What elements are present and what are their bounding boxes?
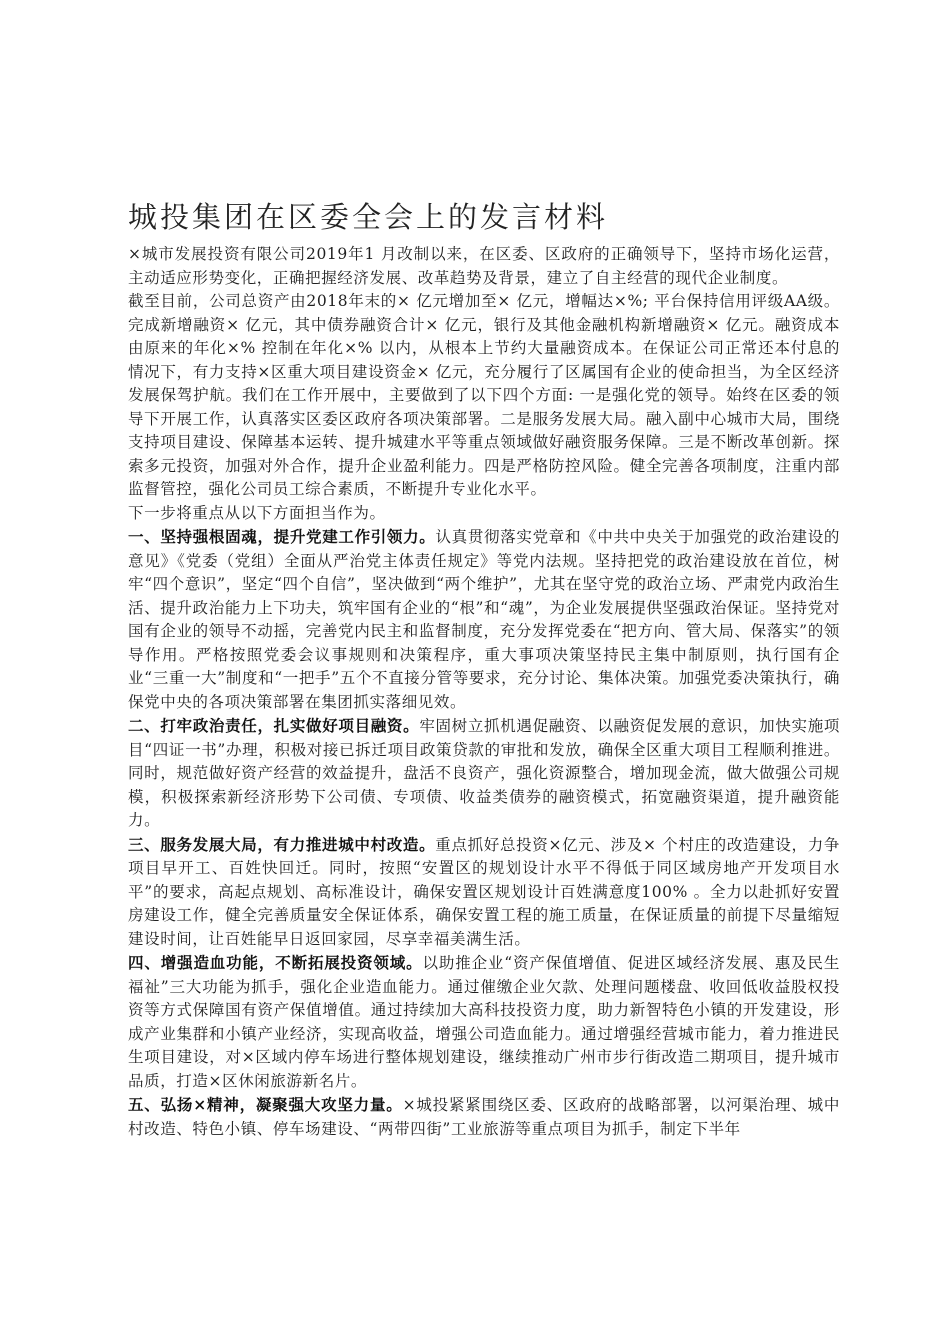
section-heading: 三、服务发展大局，有力推进城中村改造。 xyxy=(128,834,436,854)
paragraph-section-5 xyxy=(128,1093,840,1141)
paragraph-text: 重点抓好总投资×亿元、涉及× 个村庄的改造建设，力争项目早开工、百姓快回迁。同时，按照“安置区的规划设计水平不得低于同区域房地产开发项目水平”的要求，高起点规划、高标准设计，确保安置区规划设计百姓满意度100% 。全力以赴抓好安置房建设工作，健全完善质量安全保证体系，确保安置工程的施工质量，在保证质量的前提下尽量缩短建设时间，让百姓能早日返回家园，尽享幸福美满生活。 xyxy=(128,835,840,948)
paragraph-next-steps xyxy=(128,502,840,526)
section-heading: 一、坚持强根固魂，提升党建工作引领力。 xyxy=(128,527,436,546)
paragraph-text: 下一步将重点从以下方面担当作为。 xyxy=(128,503,386,522)
paragraph-text: ×城投紧紧围绕区委、区政府的战略部署，以河渠治理、城中村改造、特色小镇、停车场建设、“两带四街”工业旅游等重点项目为抓手，制定下半年 xyxy=(128,1096,840,1138)
paragraph-section-2 xyxy=(128,714,840,833)
paragraph-section-4 xyxy=(128,951,840,1093)
section-heading: 四、增强造血功能，不断拓展投资领域。 xyxy=(128,953,423,972)
paragraph-text: 以助推企业“资产保值增值、促进区域经济发展、惠及民生福祉”三大功能为抓手，强化企业造血能力。通过催缴企业欠款、处理问题楼盘、收回低收益股权投资等方式保障国有资产保值增值。通过持续加大高科技投资力度，助力新智特色小镇的开发建设，形成产业集群和小镇产业经济，实现高收益，增强公司造血能力。通过增强经营城市能力，着力推进民生项目建设，对×区域内停车场进行整体规划建设，继续推动广州市步行街改造二期项目，提升城市品质，打造×区休闲旅游新名片。 xyxy=(128,954,840,1090)
document-page xyxy=(128,195,840,1141)
paragraph-text: ×城市发展投资有限公司2019年1 月改制以来，在区委、区政府的正确领导下，坚持市场化运营，主动适应形势变化，正确把握经济发展、改革趋势及背景，建立了自主经营的现代企业制度。 xyxy=(128,245,840,287)
section-heading: 五、弘扬×精神，凝聚强大攻坚力量。 xyxy=(128,1095,403,1114)
paragraph-section-3 xyxy=(128,833,840,952)
paragraph-section-1 xyxy=(128,525,840,714)
paragraph-text: 截至目前，公司总资产由2018年末的× 亿元增加至× 亿元，增幅达×%; 平台保持信用评级AA级。完成新增融资× 亿元，其中债券融资合计× 亿元，银行及其他金融机构新增融资× 亿元。融资成本由原来的年化×% 控制在年化×% 以内，从根本上节约大量融资成本。在保证公司正常还本付息的情况下，有力支持×区重大项目建设资金× 亿元，充分履行了区属国有企业的使命担当，为全区经济发展保驾护航。我们在工作开展中，主要做到了以下四个方面: 一是强化党的领导。始终在区委的领导下开展工作，认真落实区委区政府各项决策部署。二是服务发展大局。融入副中心城市大局，围绕支持项目建设、保障基本运转、提升城建水平等重点领域做好融资服务保障。三是不断改革创新。探索多元投资，加强对外合作，提升企业盈利能力。四是严格防控风险。健全完善各项制度，注重内部监督管控，强化公司员工综合素质，不断提升专业化水平。 xyxy=(128,292,840,498)
document-title: 城投集团在区委全会上的发言材料 xyxy=(128,200,609,234)
section-heading: 二、打牢政治责任，扎实做好项目融资。 xyxy=(128,716,420,735)
paragraph-intro xyxy=(128,243,840,290)
paragraph-achievements xyxy=(128,290,840,502)
paragraph-text: 牢固树立抓机遇促融资、以融资促发展的意识，加快实施项目“四证一书”办理，积极对接已拆迁项目政策贷款的审批和发放，确保全区重大项目工程顺利推进。同时，规范做好资产经营的效益提升，盘活不良资产，强化资源整合，增加现金流，做大做强公司规模，积极探索新经济形势下公司债、专项债、收益类债券的融资模式，拓宽融资渠道，提升融资能力。 xyxy=(128,717,840,829)
paragraph-text: 认真贯彻落实党章和《中共中央关于加强党的政治建设的意见》《党委（党组）全面从严治党主体责任规定》等党内法规。坚持把党的政治建设放在首位，树牢“四个意识”，坚定“四个自信”，坚决做到“两个维护”，尤其在坚守党的政治立场、严肃党内政治生活、提升政治能力上下功夫，筑牢国有企业的“根”和“魂”，为企业发展提供坚强政治保证。坚持党对国有企业的领导不动摇，完善党内民主和监督制度，充分发挥党委在“把方向、管大局、保落实”的领导作用。严格按照党委会议事规则和决策程序，重大事项决策坚持民主集中制原则，执行国有企业“三重一大”制度和“一把手”五个不直接分管等要求，充分讨论、集体决策。加强党委决策执行，确保党中央的各项决策部署在集团抓实落细见效。 xyxy=(128,528,840,711)
